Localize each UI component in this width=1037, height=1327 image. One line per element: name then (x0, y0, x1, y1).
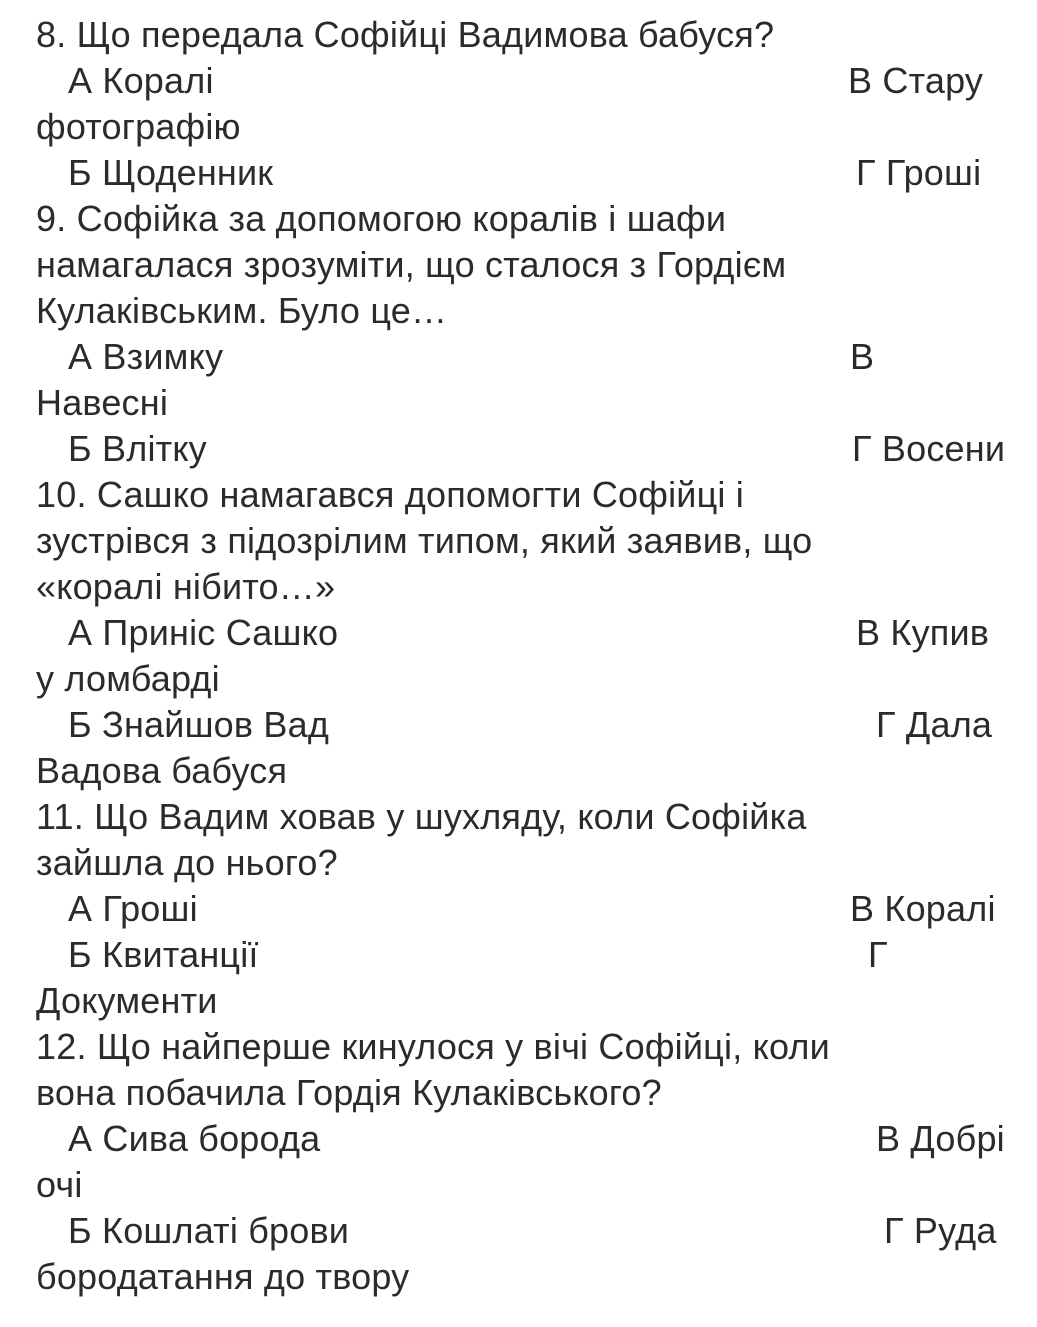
question-10-option-v-continued: у ломбарді (36, 658, 220, 699)
question-8-option-v-start: В Стару (848, 60, 984, 101)
question-9-text-line-3: Кулаківським. Було це… (36, 290, 448, 331)
question-10-text-line-1: 10. Сашко намагався допомогти Софійці і (36, 474, 744, 515)
question-9-option-g: Г Восени (852, 428, 1006, 469)
question-12-text-line-2: вона побачила Гордія Кулаківського? (36, 1072, 662, 1113)
question-9-text-line-2: намагалася зрозуміти, що сталося з Гордієм (36, 244, 787, 285)
question-12-text-line-1: 12. Що найперше кинулося у вічі Софійці, коли (36, 1026, 830, 1067)
question-10-text-line-2: зустрівся з підозрілим типом, який заявив, що (36, 520, 813, 561)
question-8-option-a: А Коралі (68, 60, 214, 101)
question-11-text-line-2: зайшла до нього? (36, 842, 338, 883)
question-12-option-v-continued: очі (36, 1164, 83, 1205)
question-10-text-line-3: «коралі нібито…» (36, 566, 336, 607)
question-10-option-v-start: В Купив (856, 612, 990, 653)
question-8-text: 8. Що передала Софійці Вадимова бабуся? (36, 14, 775, 55)
question-8-option-b: Б Щоденник (68, 152, 274, 193)
question-11-text-line-1: 11. Що Вадим ховав у шухляду, коли Софійка (36, 796, 807, 837)
question-11-option-a: А Гроші (68, 888, 198, 929)
question-11-option-g-start: Г (868, 934, 888, 975)
question-12-option-g-continued: бородатання до твору (36, 1256, 410, 1297)
question-9-option-v-start: В (850, 336, 875, 377)
question-10-option-g-start: Г Дала (876, 704, 993, 745)
question-12-option-b: Б Кошлаті брови (68, 1210, 350, 1251)
question-10-option-a: А Приніс Сашко (68, 612, 339, 653)
question-8-option-v-continued: фотографію (36, 106, 241, 147)
question-10-option-b: Б Знайшов Вад (68, 704, 330, 745)
question-12-option-g-start: Г Руда (884, 1210, 997, 1251)
question-9-option-v-continued: Навесні (36, 382, 169, 423)
question-9-text-line-1: 9. Софійка за допомогою коралів і шафи (36, 198, 727, 239)
question-10-option-g-continued: Вадова бабуся (36, 750, 288, 791)
question-9-option-a: А Взимку (68, 336, 224, 377)
question-9-option-b: Б Влітку (68, 428, 207, 469)
question-11-option-v: В Коралі (850, 888, 996, 929)
question-11-option-b: Б Квитанції (68, 934, 259, 975)
question-8-option-g: Г Гроші (856, 152, 982, 193)
question-12-option-v-start: В Добрі (876, 1118, 1005, 1159)
question-11-option-g-continued: Документи (36, 980, 218, 1021)
question-12-option-a: А Сива борода (68, 1118, 321, 1159)
